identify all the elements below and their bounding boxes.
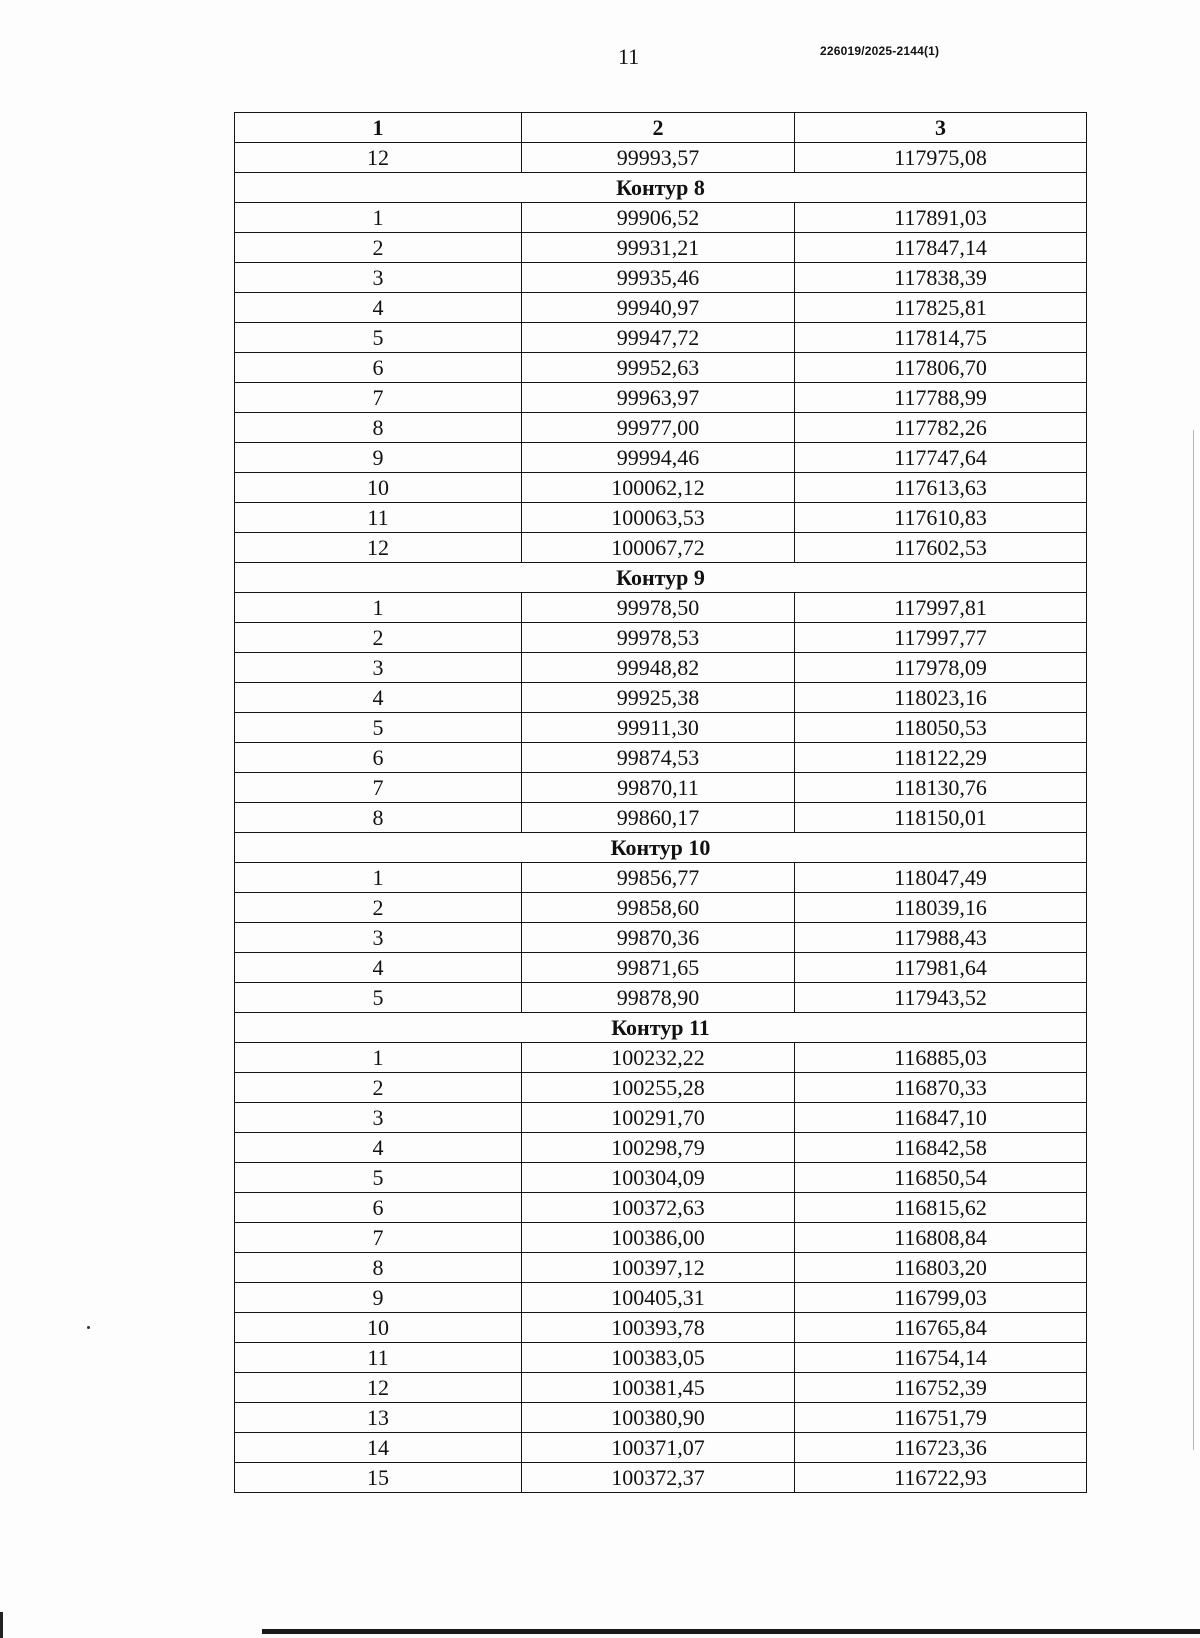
coord-y-cell: 118150,01	[795, 803, 1087, 833]
coord-x-cell: 99870,36	[522, 923, 795, 953]
header-cell-1: 1	[235, 113, 522, 143]
coord-x-cell: 100383,05	[522, 1343, 795, 1373]
coord-y-cell: 117788,99	[795, 383, 1087, 413]
coord-y-cell: 118047,49	[795, 863, 1087, 893]
table-row	[235, 743, 1087, 773]
point-number-cell: 2	[235, 1073, 522, 1103]
coord-x-cell: 100062,12	[522, 473, 795, 503]
coord-x-cell: 99978,50	[522, 593, 795, 623]
scan-edge-line-right	[1193, 430, 1194, 1450]
table-row	[235, 623, 1087, 653]
point-number-cell: 8	[235, 803, 522, 833]
coord-y-cell: 116850,54	[795, 1163, 1087, 1193]
point-number-cell: 12	[235, 143, 522, 173]
table-row	[235, 1253, 1087, 1283]
coord-y-cell: 116752,39	[795, 1373, 1087, 1403]
coord-y-cell: 117610,83	[795, 503, 1087, 533]
point-number-cell: 13	[235, 1403, 522, 1433]
coord-x-cell: 100255,28	[522, 1073, 795, 1103]
coord-x-cell: 99977,00	[522, 413, 795, 443]
coord-y-cell: 118130,76	[795, 773, 1087, 803]
table-row	[235, 1073, 1087, 1103]
coord-x-cell: 99856,77	[522, 863, 795, 893]
point-number-cell: 1	[235, 1043, 522, 1073]
contour-section-row	[235, 563, 1087, 593]
table-row	[235, 773, 1087, 803]
table-row	[235, 263, 1087, 293]
point-number-cell: 4	[235, 953, 522, 983]
point-number-cell: 7	[235, 383, 522, 413]
table-row	[235, 653, 1087, 683]
point-number-cell: 2	[235, 893, 522, 923]
coord-x-cell: 99911,30	[522, 713, 795, 743]
table-row	[235, 503, 1087, 533]
point-number-cell: 12	[235, 533, 522, 563]
point-number-cell: 2	[235, 233, 522, 263]
point-number-cell: 5	[235, 713, 522, 743]
coord-x-cell: 99870,11	[522, 773, 795, 803]
point-number-cell: 8	[235, 1253, 522, 1283]
page-number: 11	[618, 44, 640, 69]
coord-x-cell: 99925,38	[522, 683, 795, 713]
coord-y-cell: 117988,43	[795, 923, 1087, 953]
coord-x-cell: 100298,79	[522, 1133, 795, 1163]
table-row	[235, 593, 1087, 623]
table-row	[235, 983, 1087, 1013]
table-row	[235, 203, 1087, 233]
table-body	[235, 143, 1087, 1493]
coord-y-cell: 116885,03	[795, 1043, 1087, 1073]
coord-y-cell: 117613,63	[795, 473, 1087, 503]
coord-y-cell: 116815,62	[795, 1193, 1087, 1223]
table-row	[235, 1283, 1087, 1313]
point-number-cell: 4	[235, 683, 522, 713]
table-row	[235, 803, 1087, 833]
table-row	[235, 1313, 1087, 1343]
table-row	[235, 353, 1087, 383]
point-number-cell: 3	[235, 653, 522, 683]
table-row	[235, 1193, 1087, 1223]
table-row	[235, 143, 1087, 173]
point-number-cell: 12	[235, 1373, 522, 1403]
point-number-cell: 7	[235, 773, 522, 803]
point-number-cell: 3	[235, 923, 522, 953]
coord-y-cell: 117997,77	[795, 623, 1087, 653]
coord-y-cell: 117943,52	[795, 983, 1087, 1013]
coord-x-cell: 100386,00	[522, 1223, 795, 1253]
point-number-cell: 10	[235, 473, 522, 503]
contour-section-row	[235, 173, 1087, 203]
table-row	[235, 1343, 1087, 1373]
table-row	[235, 323, 1087, 353]
point-number-cell: 2	[235, 623, 522, 653]
point-number-cell: 14	[235, 1433, 522, 1463]
coord-x-cell: 100063,53	[522, 503, 795, 533]
coord-y-cell: 117997,81	[795, 593, 1087, 623]
table-row	[235, 1223, 1087, 1253]
coord-x-cell: 100381,45	[522, 1373, 795, 1403]
header-cell-2: 2	[522, 113, 795, 143]
coord-x-cell: 99906,52	[522, 203, 795, 233]
contour-section-row	[235, 1013, 1087, 1043]
table-row	[235, 953, 1087, 983]
point-number-cell: 11	[235, 1343, 522, 1373]
coord-x-cell: 100372,37	[522, 1463, 795, 1493]
point-number-cell: 5	[235, 1163, 522, 1193]
point-number-cell: 1	[235, 203, 522, 233]
point-number-cell: 10	[235, 1313, 522, 1343]
coord-x-cell: 100291,70	[522, 1103, 795, 1133]
coord-x-cell: 99858,60	[522, 893, 795, 923]
coord-x-cell: 100393,78	[522, 1313, 795, 1343]
coord-y-cell: 116870,33	[795, 1073, 1087, 1103]
coord-x-cell: 99935,46	[522, 263, 795, 293]
coord-x-cell: 100067,72	[522, 533, 795, 563]
table-row	[235, 863, 1087, 893]
point-number-cell: 4	[235, 293, 522, 323]
contour-title: Контур 11	[235, 1013, 1087, 1043]
coord-x-cell: 99952,63	[522, 353, 795, 383]
table-row	[235, 713, 1087, 743]
coord-x-cell: 99948,82	[522, 653, 795, 683]
coord-y-cell: 117847,14	[795, 233, 1087, 263]
coord-x-cell: 99978,53	[522, 623, 795, 653]
point-number-cell: 9	[235, 1283, 522, 1313]
coord-y-cell: 116765,84	[795, 1313, 1087, 1343]
coord-y-cell: 117981,64	[795, 953, 1087, 983]
point-number-cell: 1	[235, 863, 522, 893]
point-number-cell: 6	[235, 1193, 522, 1223]
coord-y-cell: 117814,75	[795, 323, 1087, 353]
point-number-cell: 3	[235, 1103, 522, 1133]
coord-x-cell: 99871,65	[522, 953, 795, 983]
coord-y-cell: 116799,03	[795, 1283, 1087, 1313]
table-row	[235, 293, 1087, 323]
coord-y-cell: 117782,26	[795, 413, 1087, 443]
table-row	[235, 1463, 1087, 1493]
coord-y-cell: 118050,53	[795, 713, 1087, 743]
table-row	[235, 473, 1087, 503]
table-row	[235, 923, 1087, 953]
coord-y-cell: 117975,08	[795, 143, 1087, 173]
header-row	[235, 113, 1087, 143]
coord-x-cell: 99931,21	[522, 233, 795, 263]
table-row	[235, 443, 1087, 473]
table-row	[235, 1403, 1087, 1433]
coord-y-cell: 116754,14	[795, 1343, 1087, 1373]
contour-title: Контур 8	[235, 173, 1087, 203]
point-number-cell: 8	[235, 413, 522, 443]
point-number-cell: 6	[235, 743, 522, 773]
point-number-cell: 9	[235, 443, 522, 473]
table-row	[235, 893, 1087, 923]
coord-x-cell: 100405,31	[522, 1283, 795, 1313]
coord-y-cell: 117747,64	[795, 443, 1087, 473]
coord-x-cell: 99860,17	[522, 803, 795, 833]
coord-x-cell: 100232,22	[522, 1043, 795, 1073]
coord-y-cell: 117825,81	[795, 293, 1087, 323]
table-row	[235, 413, 1087, 443]
coord-x-cell: 100304,09	[522, 1163, 795, 1193]
coord-y-cell: 116847,10	[795, 1103, 1087, 1133]
point-number-cell: 5	[235, 983, 522, 1013]
point-number-cell: 5	[235, 323, 522, 353]
point-number-cell: 11	[235, 503, 522, 533]
point-number-cell: 6	[235, 353, 522, 383]
coord-y-cell: 116751,79	[795, 1403, 1087, 1433]
coord-x-cell: 100380,90	[522, 1403, 795, 1433]
scan-edge-mark-left	[0, 1612, 3, 1638]
table-header	[235, 113, 1087, 143]
table-row	[235, 1373, 1087, 1403]
coord-y-cell: 116723,36	[795, 1433, 1087, 1463]
document-id: 226019/2025-2144(1)	[820, 44, 940, 58]
table-row	[235, 383, 1087, 413]
coord-x-cell: 99940,97	[522, 293, 795, 323]
coord-x-cell: 99994,46	[522, 443, 795, 473]
table-row	[235, 1163, 1087, 1193]
coord-y-cell: 117806,70	[795, 353, 1087, 383]
scan-edge-line-bottom	[262, 1629, 1200, 1634]
table-row	[235, 1133, 1087, 1163]
coord-y-cell: 117891,03	[795, 203, 1087, 233]
coord-y-cell: 117602,53	[795, 533, 1087, 563]
table-row	[235, 1103, 1087, 1133]
contour-section-row	[235, 833, 1087, 863]
coord-y-cell: 117978,09	[795, 653, 1087, 683]
contour-title: Контур 9	[235, 563, 1087, 593]
coord-y-cell: 117838,39	[795, 263, 1087, 293]
coord-y-cell: 118122,29	[795, 743, 1087, 773]
coord-x-cell: 99874,53	[522, 743, 795, 773]
point-number-cell: 7	[235, 1223, 522, 1253]
point-number-cell: 3	[235, 263, 522, 293]
coord-x-cell: 100397,12	[522, 1253, 795, 1283]
coord-y-cell: 116842,58	[795, 1133, 1087, 1163]
coord-x-cell: 99993,57	[522, 143, 795, 173]
coord-y-cell: 116722,93	[795, 1463, 1087, 1493]
coord-y-cell: 116808,84	[795, 1223, 1087, 1253]
coord-x-cell: 99878,90	[522, 983, 795, 1013]
coord-y-cell: 116803,20	[795, 1253, 1087, 1283]
coord-x-cell: 100371,07	[522, 1433, 795, 1463]
coord-x-cell: 99947,72	[522, 323, 795, 353]
table-row	[235, 233, 1087, 263]
coord-y-cell: 118023,16	[795, 683, 1087, 713]
coord-x-cell: 100372,63	[522, 1193, 795, 1223]
coordinates-table	[234, 112, 1087, 1493]
point-number-cell: 1	[235, 593, 522, 623]
table-row	[235, 1043, 1087, 1073]
table-row	[235, 533, 1087, 563]
coord-y-cell: 118039,16	[795, 893, 1087, 923]
scan-speck	[87, 1326, 90, 1329]
header-cell-3: 3	[795, 113, 1087, 143]
point-number-cell: 4	[235, 1133, 522, 1163]
point-number-cell: 15	[235, 1463, 522, 1493]
table-row	[235, 683, 1087, 713]
contour-title: Контур 10	[235, 833, 1087, 863]
table-row	[235, 1433, 1087, 1463]
coord-x-cell: 99963,97	[522, 383, 795, 413]
